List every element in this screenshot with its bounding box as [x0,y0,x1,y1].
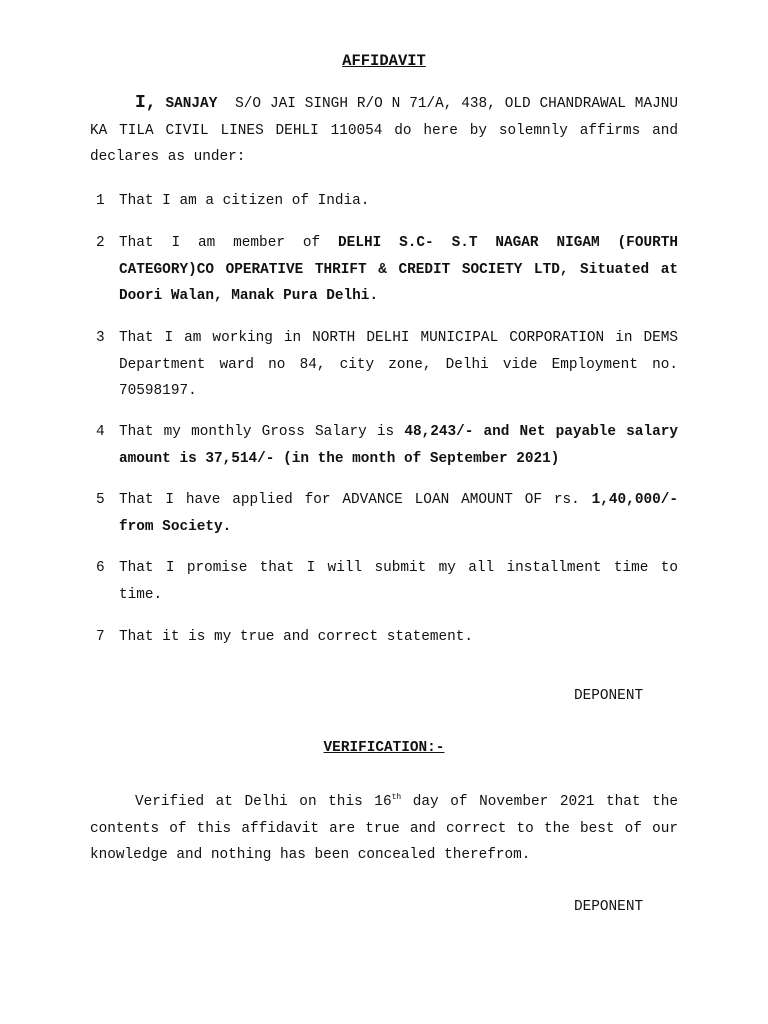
item-number: 6 [96,560,105,576]
deponent-name: SANJAY [165,96,218,112]
verification-paragraph [90,789,678,869]
item-number: 4 [96,424,105,440]
item-text: That I promise that I will submit my all installment time to time. [119,560,678,603]
list-item [90,230,678,310]
list-item [90,419,678,472]
list-item [90,624,678,651]
item-bold-text: 1,40,000/- from Society. [119,492,678,535]
verification-text-end: day of November 2021 that the contents of this affidavit are true and correct to the best of our knowledge and nothing has been concealed therefrom. [90,794,678,863]
item-text: That my monthly Gross Salary is [119,424,405,440]
document-title: AFFIDAVIT [342,52,426,70]
item-bold-text: 48,243/- and Net payable salary amount is 37,514/- (in the month of September 2021) [119,424,678,467]
list-item [90,487,678,540]
list-item [90,188,678,215]
item-text: That I am working in NORTH DELHI MUNICIPAL CORPORATION in DEMS Department ward no 84, city zone, Delhi vide Employment no. 70598197. [119,330,678,399]
item-number: 5 [96,492,105,508]
item-number: 7 [96,629,105,645]
item-text: That I am member of [119,235,339,251]
item-number: 1 [96,193,105,209]
verification-title: VERIFICATION:- [323,740,445,756]
intro-lead: I, [135,93,157,113]
item-text: That I am a citizen of India. [119,193,370,209]
list-item [90,555,678,608]
item-number: 2 [96,235,105,251]
deponent-signature-label: DEPONENT [574,688,644,704]
item-text: That it is my true and correct statement. [119,629,474,645]
item-text: That I have applied for ADVANCE LOAN AMOUNT OF rs. [119,492,592,508]
item-number: 3 [96,330,105,346]
intro-text: S/O JAI SINGH R/O N 71/A, 438, OLD CHANDRAWAL MAJNU KA TILA CIVIL LINES DEHLI 110054 do here by solemnly affirms and declares as under: [90,96,678,165]
list-item [90,325,678,405]
intro-paragraph [90,90,678,171]
verification-text-start: Verified at Delhi on this 16 [135,794,392,810]
item-bold-text: DELHI S.C- S.T NAGAR NIGAM (FOURTH CATEGORY)CO OPERATIVE THRIFT & CREDIT SOCIETY LTD, Situated at Doori Walan, Manak Pura Delhi. [119,235,678,304]
ordinal-suffix: th [391,793,402,803]
deponent-signature-label: DEPONENT [574,899,644,915]
